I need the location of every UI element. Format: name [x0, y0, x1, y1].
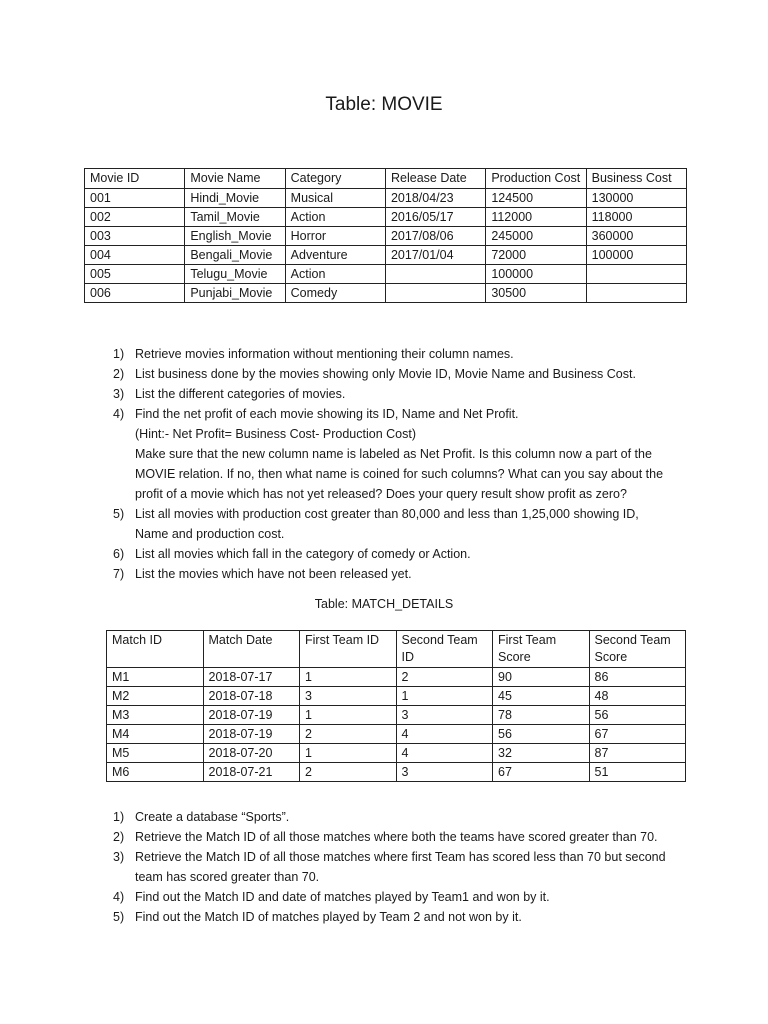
question-text: List the different categories of movies.: [135, 387, 346, 401]
column-header: Category: [285, 169, 385, 189]
table-cell: 360000: [586, 227, 686, 246]
question-number: 5): [113, 507, 125, 521]
column-header: Movie ID: [85, 169, 185, 189]
table-cell: 3: [396, 706, 493, 725]
question-text: Retrieve the Match ID of all those matches where first Team has scored less than 70 but second team has scored greater than 70.: [135, 850, 666, 884]
list-item: [113, 887, 685, 907]
table-cell: 56: [589, 706, 686, 725]
table-cell: 86: [589, 668, 686, 687]
column-header: Match ID: [107, 631, 204, 668]
table-cell: 2018-07-21: [203, 763, 300, 782]
table-cell: [586, 265, 686, 284]
question-number: 3): [113, 850, 125, 864]
table-cell: English_Movie: [185, 227, 285, 246]
table-cell: M2: [107, 687, 204, 706]
table-cell: Bengali_Movie: [185, 246, 285, 265]
table-cell: M5: [107, 744, 204, 763]
table-cell: 32: [493, 744, 590, 763]
table-row: [107, 744, 686, 763]
question-text: Retrieve movies information without mentioning their column names.: [135, 347, 514, 361]
table-cell: [385, 265, 485, 284]
table-row: [107, 763, 686, 782]
table-cell: 112000: [486, 208, 586, 227]
table-cell: 2: [300, 763, 397, 782]
table-row: [107, 687, 686, 706]
table-cell: 002: [85, 208, 185, 227]
page-title: Table: MOVIE: [325, 94, 443, 115]
table-header-row: [107, 631, 686, 668]
table-cell: 45: [493, 687, 590, 706]
table-cell: 006: [85, 284, 185, 303]
table-cell: 1: [300, 706, 397, 725]
question-number: 3): [113, 387, 125, 401]
list-item: [113, 564, 673, 584]
column-header: Business Cost: [586, 169, 686, 189]
question-extra: Make sure that the new column name is labeled as Net Profit. Is this column now a part of the MOVIE relation. If no, then what name is coined for such columns? What can you say about the profit of a movie which has not yet released? Does your query result show profit as zero?: [135, 447, 664, 501]
question-text: List business done by the movies showing only Movie ID, Movie Name and Business Cost.: [135, 367, 636, 381]
table-cell: 2017/01/04: [385, 246, 485, 265]
table-cell: 100000: [586, 246, 686, 265]
list-item: [113, 404, 673, 504]
table-cell: Tamil_Movie: [185, 208, 285, 227]
list-item: [113, 907, 685, 927]
table-cell: 245000: [486, 227, 586, 246]
table-cell: 1: [300, 744, 397, 763]
question-number: 6): [113, 547, 125, 561]
table-cell: Action: [285, 208, 385, 227]
table-cell: Comedy: [285, 284, 385, 303]
table-cell: 3: [300, 687, 397, 706]
question-text: Find out the Match ID and date of matches played by Team1 and won by it.: [135, 890, 550, 904]
question-text: Find the net profit of each movie showing its ID, Name and Net Profit.: [135, 407, 519, 421]
table-cell: 2018-07-19: [203, 725, 300, 744]
table-cell: 67: [589, 725, 686, 744]
list-item: [113, 504, 673, 544]
list-item: [113, 344, 673, 364]
question-number: 1): [113, 810, 125, 824]
table-cell: M4: [107, 725, 204, 744]
table-header-row: [85, 169, 687, 189]
question-number: 2): [113, 830, 125, 844]
question-text: List all movies which fall in the category of comedy or Action.: [135, 547, 471, 561]
movie-question-list: [113, 344, 673, 584]
column-header: First Team Score: [493, 631, 590, 668]
table-cell: 4: [396, 744, 493, 763]
table-cell: 118000: [586, 208, 686, 227]
table-cell: 48: [589, 687, 686, 706]
list-item: [113, 807, 685, 827]
column-header: Production Cost: [486, 169, 586, 189]
question-number: 1): [113, 347, 125, 361]
column-header: Match Date: [203, 631, 300, 668]
table-row: [85, 246, 687, 265]
table-cell: 67: [493, 763, 590, 782]
column-header: Second Team ID: [396, 631, 493, 668]
list-item: [113, 544, 673, 564]
table-cell: 4: [396, 725, 493, 744]
table-row: [107, 668, 686, 687]
question-text: Find out the Match ID of matches played by Team 2 and not won by it.: [135, 910, 522, 924]
question-number: 4): [113, 407, 125, 421]
movie-table: [84, 168, 687, 303]
table-cell: M6: [107, 763, 204, 782]
table-cell: 1: [300, 668, 397, 687]
question-number: 4): [113, 890, 125, 904]
question-text: List all movies with production cost greater than 80,000 and less than 1,25,000 showing ID, Name and production cost.: [135, 507, 639, 541]
table-cell: Action: [285, 265, 385, 284]
column-header: Second Team Score: [589, 631, 686, 668]
table-cell: 2018-07-18: [203, 687, 300, 706]
question-text: Retrieve the Match ID of all those matches where both the teams have scored greater than 70.: [135, 830, 658, 844]
table-cell: Telugu_Movie: [185, 265, 285, 284]
list-item: [113, 847, 685, 887]
table-cell: 2: [396, 668, 493, 687]
column-header: First Team ID: [300, 631, 397, 668]
table-cell: Punjabi_Movie: [185, 284, 285, 303]
table-cell: Horror: [285, 227, 385, 246]
table-row: [85, 227, 687, 246]
table-cell: 2016/05/17: [385, 208, 485, 227]
table-cell: 2018-07-19: [203, 706, 300, 725]
section-title: Table: MATCH_DETAILS: [314, 597, 454, 611]
table-cell: Adventure: [285, 246, 385, 265]
table-row: [85, 284, 687, 303]
list-item: [113, 364, 673, 384]
table-cell: 003: [85, 227, 185, 246]
table-cell: 004: [85, 246, 185, 265]
table-cell: M3: [107, 706, 204, 725]
table-cell: 72000: [486, 246, 586, 265]
table-cell: 2017/08/06: [385, 227, 485, 246]
table-cell: 2: [300, 725, 397, 744]
column-header: Movie Name: [185, 169, 285, 189]
table-cell: 30500: [486, 284, 586, 303]
question-number: 2): [113, 367, 125, 381]
table-cell: 51: [589, 763, 686, 782]
table-row: [107, 706, 686, 725]
table-cell: M1: [107, 668, 204, 687]
table-cell: Musical: [285, 189, 385, 208]
table-cell: 90: [493, 668, 590, 687]
table-cell: 87: [589, 744, 686, 763]
question-number: 5): [113, 910, 125, 924]
table-row: [85, 208, 687, 227]
table-cell: 005: [85, 265, 185, 284]
list-item: [113, 384, 673, 404]
table-cell: 1: [396, 687, 493, 706]
table-cell: 78: [493, 706, 590, 725]
table-cell: 001: [85, 189, 185, 208]
match-question-list: [113, 807, 685, 927]
table-row: [85, 189, 687, 208]
table-cell: 3: [396, 763, 493, 782]
table-cell: [586, 284, 686, 303]
list-item: [113, 827, 685, 847]
question-number: 7): [113, 567, 125, 581]
column-header: Release Date: [385, 169, 485, 189]
table-cell: 124500: [486, 189, 586, 208]
table-cell: 130000: [586, 189, 686, 208]
table-cell: [385, 284, 485, 303]
question-text: Create a database “Sports”.: [135, 810, 290, 824]
table-cell: 56: [493, 725, 590, 744]
question-hint: (Hint:- Net Profit= Business Cost- Production Cost): [135, 427, 416, 441]
table-row: [107, 725, 686, 744]
table-cell: Hindi_Movie: [185, 189, 285, 208]
match-details-table: [106, 630, 686, 782]
table-row: [85, 265, 687, 284]
table-cell: 2018/04/23: [385, 189, 485, 208]
question-text: List the movies which have not been released yet.: [135, 567, 412, 581]
table-cell: 100000: [486, 265, 586, 284]
table-cell: 2018-07-20: [203, 744, 300, 763]
table-cell: 2018-07-17: [203, 668, 300, 687]
